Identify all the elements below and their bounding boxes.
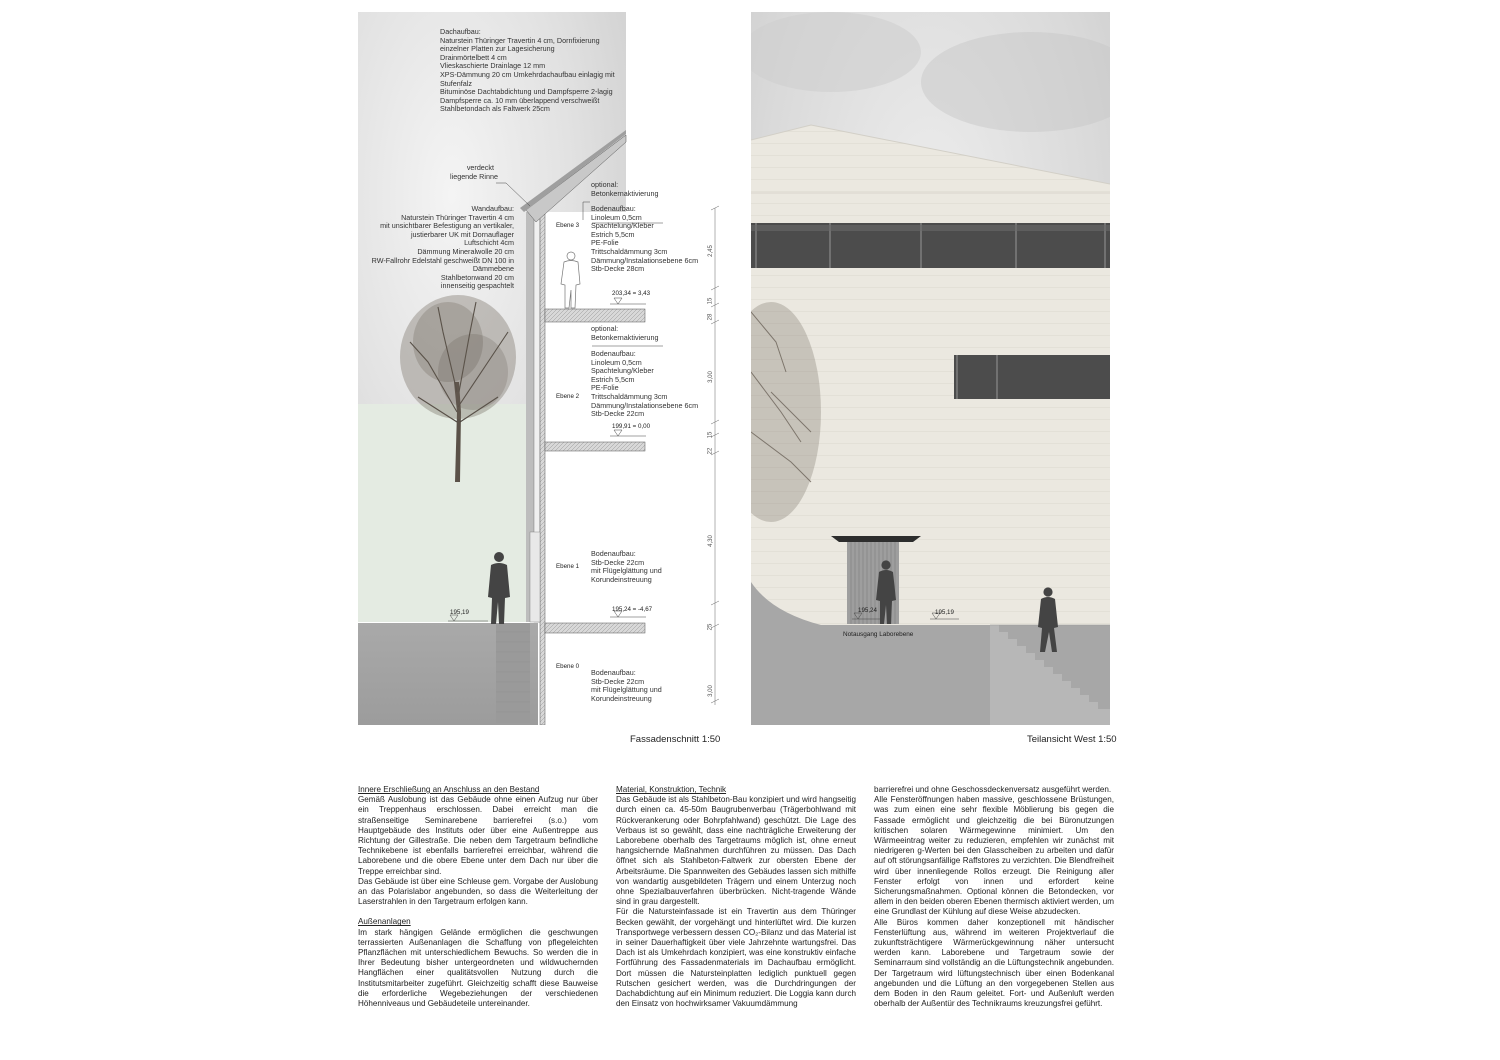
- emergency-exit-label: Notausgang Laborebene: [843, 631, 914, 638]
- elevation-mark-ground: 195,19: [935, 609, 954, 616]
- entrance-canopy: [831, 536, 921, 542]
- paragraph: Gemäß Auslobung ist das Gebäude ohne einen Aufzug nur über ein Treppenhaus erschlossen. Dabei erreicht man die straßenseitige Seminarebene barrierefrei (s.o.) vom Hauptgebäude des Instituts oder über eine Außentreppe aus Richtung der Gillestraße. Die neben dem Targetraum befindliche Technikebene ist ebenfalls barrierefrei erreichbar, während die Laborebene und die obere Ebene unter dem Dach nur über die Treppe erreichbar sind.: [358, 795, 598, 876]
- slab-level-3: [545, 309, 645, 322]
- dim-3: 28: [707, 313, 714, 321]
- text-column-1: [358, 785, 598, 1009]
- dim-7: 4,30: [707, 535, 714, 547]
- paragraph: Das Gebäude ist als Stahlbeton-Bau konzipiert und wird hangseitig durch einen ca. 45-50m Baugrubenverbau (Trägerbohlwand mit Rückverankerung oder Bohrpfahlwand) geschützt. Die Lage des Verbaus ist so gewählt, dass eine nachträgliche Erweiterung der Laborebene oberhalb des Targetraums möglich ist, ohne erneut hangsichernde Maßnahmen durchführen zu müssen. Das Dach öffnet sich als Stahlbeton-Faltwerk zur obersten Ebene der Arbeitsräume. Die Spannweiten des Gebäudes lassen sich mithilfe von wandartig ausgebildeten Trägern und einem Unterzug noch ohne Spezialbauverfahren überbrücken. Nicht-tragende Wände sind in grau dargestellt.: [616, 795, 856, 907]
- dim-5: 15: [707, 431, 714, 439]
- paragraph: Das Gebäude ist über eine Schleuse gem. Vorgabe der Auslobung an das Polarislabor angebunden, so dass die Weiterleitung der Laserstrahlen in den Targetraum erfolgen kann.: [358, 876, 598, 907]
- elevation-mark-ground: 195,19: [450, 609, 469, 616]
- section-heading: Innere Erschließung an Anschluss an den Bestand: [358, 785, 540, 794]
- text-column-3: [874, 785, 1114, 1009]
- paragraph: Alle Büros kommen daher konzeptionell mit händischer Fensterlüftung aus, während im weiteren Projektverlauf die zukunftsträchtigere Wärmerückgewinnung näher untersucht werden kann. Laborebene und Targetraum sowie der Seminarraum sind vollständig an die Lüftungstechnik angebunden. Der Targetraum wird lüftungstechnisch über einen Bodenkanal angebunden und die Lüftung an den vorgegebenen Stellen aus dem Boden in den Raum geleitet. Fort- und Außenluft werden oberhalb der Außentür des Technikraums kreuzungsfrei geführt.: [874, 917, 1114, 1009]
- paragraph: Alle Fensteröffnungen haben massive, geschlossene Brüstungen, was zum einen eine sehr flexible Möblierung bis gegen die Fassade ermöglicht und gleichzeitig die bei Büronutzungen kritischen solaren Wärmegewinne minimiert. Um den Wärmeeintrag weiter zu reduzieren, empfehlen wir zunächst mit niedrigeren g-Werten bei den Glasscheiben zu arbeiten und dafür auf oft störungsanfällige Raffstores zu verzichten. Die Blendfreiheit wird über innenliegende Rollos erzeugt. Die Reinigung aller Fenster erfolgt von innen und erfordert keine Sicherungsmaßnahmen. Optional können die Betondecken, vor allem in den beiden oberen Ebenen thermisch aktiviert werden, um eine Grundlast der Kühlung auf diese Weise abzudecken.: [874, 795, 1114, 917]
- wall-buildup-note: Wandaufbau: Naturstein Thüringer Travertin 4 cm mit unsichtbarer Befestigung an vertikaler, justierbarer UK mit Dornauflager Luftschicht 4cm Dämmung Mineralwolle 20 cm RW-Fallrohr Edelstahl geschweißt DN 100 in Dämmebene Stahlbetonwand 20 cm innenseitig gespachtelt: [371, 204, 514, 291]
- paragraph: Für die Natursteinfassade ist ein Travertin aus dem Thüringer Becken gewählt, der vorgehängt und hinterlüftet wird. Die kurzen Transportwege verbessern dessen CO₂-Bilanz und das Material ist in seiner Dauerhaftigkeit über viele Jahrzehnte wartungsfrei. Das Dach ist als Umkehrdach konzipiert, was eine konstruktiv einfache Fortführung des Fassadenmaterials im Dachaufbau ermöglicht. Dort müssen die Natursteinplatten lediglich punktuell gegen Rutschen gesichert werden, was die Durchdringungen der Dachabdichtung auf ein Minimum reduziert. Die Loggia kann durch den Einsatz von hochwirksamer Vakuumdämmung: [616, 907, 856, 1009]
- paragraph: barrierefrei und ohne Geschossdeckenversatz ausgeführt werden.: [874, 785, 1112, 794]
- text-column-2: [616, 785, 856, 1009]
- concrete-wall: [540, 212, 545, 725]
- floor-buildup-level-1: Bodenaufbau: Stb-Decke 22cm mit Flügelglättung und Korundeinstreuung: [591, 549, 662, 584]
- gutter-note: verdeckt liegende Rinne: [450, 163, 498, 181]
- paragraph: Im stark hängigen Gelände ermöglichen die geschwungen terrassierten Außenanlagen die Schaffung von pflegeleichten Pflanzflächen mit unterschiedlichem Bewuchs. So werden die in Ihrer Bedeutung bisher untergeordneten und wildwuchernden Hangflächen einer qualitätsvollen Nutzung durch die Institutsmitarbeiter zugeführt. Gleichzeitig schafft diese Bauweise die erforderliche Wegebeziehungen der verschiedenen Höhenniveaus und Gebäudeteile untereinander.: [358, 927, 598, 1009]
- dim-1: 2,45: [707, 245, 714, 257]
- elevation-mark-door: 195,24: [858, 607, 877, 614]
- section-heading: Außenanlagen: [358, 917, 411, 927]
- elevation-mark-level-2: 199,91 = 0,00: [612, 423, 651, 430]
- level-label-3: Ebene 3: [556, 222, 580, 229]
- stair-shadow: [496, 623, 530, 723]
- glazing-lower: [530, 532, 540, 622]
- dim-2: 15: [707, 297, 714, 305]
- elevation-caption: Teilansicht West 1:50: [1027, 734, 1117, 745]
- activation-note-lower: optional: Betonkernaktivierung: [591, 324, 659, 342]
- activation-note-upper: optional: Betonkernaktivierung: [591, 180, 659, 198]
- slab-level-2: [545, 442, 645, 451]
- level-label-2: Ebene 2: [556, 393, 580, 400]
- ribbon-window-middle: [954, 355, 1110, 399]
- facade-section-drawing: [358, 12, 718, 725]
- elevation-mark-level-1: 195,24 = -4,67: [612, 606, 653, 613]
- level-label-1: Ebene 1: [556, 563, 580, 570]
- floor-buildup-level-0: Bodenaufbau: Stb-Decke 22cm mit Flügelglättung und Korundeinstreuung: [591, 668, 662, 703]
- level-label-0: Ebene 0: [556, 663, 580, 670]
- roof-buildup-note: Dachaufbau: Naturstein Thüringer Travertin 4 cm, Dornfixierung einzelner Platten zur Lagesicherung Drainmörtelbett 4 cm Vlieskaschierte Drainlage 12 mm XPS-Dämmung 20 cm Umkehrdachaufbau einlagig mit Stufenfalz Bituminöse Dachtabdichtung und Dampfsperre 2-lagig Dampfsperre ca. 10 mm überlappend verschweißt Stahlbetondach als Faltwerk 25cm: [440, 27, 615, 114]
- meadow: [358, 404, 538, 622]
- person-outline-interior: [561, 252, 580, 308]
- section-heading: Material, Konstruktion, Technik: [616, 785, 727, 794]
- dim-4: 3,00: [707, 371, 714, 383]
- floor-buildup-level-2: Bodenaufbau: Linoleum 0,5cm Spachtelung/Kleber Estrich 5,5cm PE-Folie Trittschaldämmung 3cm Dämmung/Instalationsebene 6cm Stb-Decke 22cm: [591, 349, 699, 419]
- floor-buildup-level-3: Bodenaufbau: Linoleum 0,5cm Spachtelung/Kleber Estrich 5,5cm PE-Folie Trittschaldämmung 3cm Dämmung/Instalationsebene 6cm Stb-Decke 28cm: [591, 204, 699, 274]
- slab-level-1: [545, 623, 645, 633]
- west-elevation-drawing: [751, 12, 1110, 725]
- dimension-chain: [700, 200, 730, 710]
- dim-9: 3,00: [707, 685, 714, 697]
- dim-6: 22: [707, 447, 714, 455]
- paragraph: [358, 907, 598, 917]
- section-caption: Fassadenschnitt 1:50: [630, 734, 721, 745]
- dim-8: 25: [707, 623, 714, 631]
- west-elevation-svg: [751, 12, 1110, 725]
- elevation-mark-level-3: 203,34 = 3,43: [612, 290, 651, 297]
